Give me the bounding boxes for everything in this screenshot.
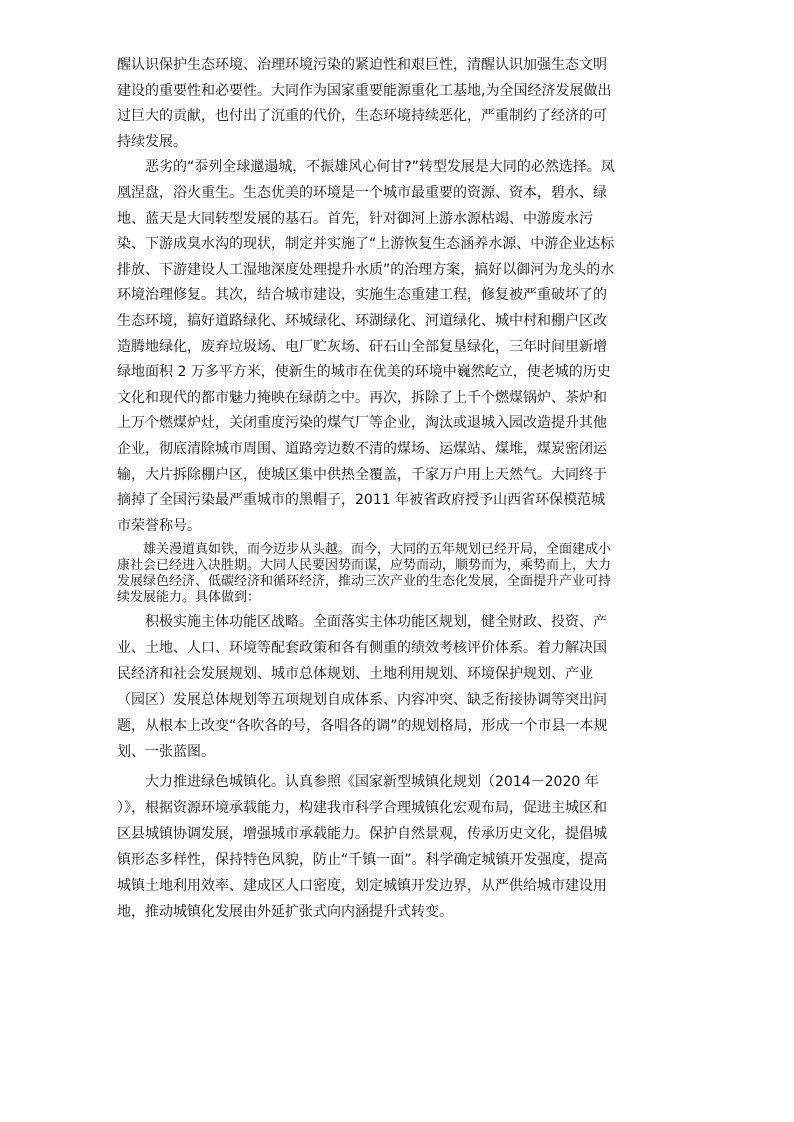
paragraph-ecology-awareness: 醒认识保护生态环境、治理环境污染的紧迫性和艰巨性，清醒认识加强生态文明建设的重要性和必要性。大同作为国家重要能源重化工基地,为全国经济发展做出过巨大的贡献，也付出了沉重的代价，生态环境持续恶化，严重制约了经济的可持续发展。 — [117, 57, 612, 150]
paragraph-green-urbanization: 大力推进绿色城镇化。认真参照《国家新型城镇化规划（2014－2020 年 ）》，根据资源环境承载能力，构建我市科学合理城镇化宏观布局，促进主城区和区县城镇协调发展，增强城市承载能力。保护自然景观，传承历史文化，提倡城镇形态多样性，保持特色风貌，防止“千镇一面”。科学确定城镇开发强度，提高城镇土地利用效率、建成区人口密度，划定城镇开发边界，从严供给城市建设用地，推动城镇化发展由外延扩张式向内涵提升式转变。 — [117, 774, 608, 921]
paragraph-main-function-zones: 积极实施主体功能区战略。全面落实主体功能区规划，健全财政、投资、产业、土地、人口、环境等配套政策和各有侧重的绩效考核评价体系。着力解决国民经济和社会发展规划、城市总体规划、土地利用规划、环境保护规划、产业（园区）发展总体规划等五项规划自成体系、内容冲突、缺乏衔接协调等突出问题，从根本上改变“各吹各的号，各唱各的调”的规划格局，形成一个市县一本规划、一张蓝图。 — [117, 614, 608, 761]
paragraph-transformation: 恶劣的“忝列全球邋遢城，不振雄风心何甘?”转型发展是大同的必然选择。凤凰涅盘，浴火重生。生态优美的环境是一个城市最重要的资源、资本，碧水、绿地、蓝天是大同转型发展的基石。首先，针对御河上游水源枯竭、中游废水污染、下游成臭水沟的现状，制定并实施了“上游恢复生态涵养水源、中游企业达标排放、下游建设人工湿地深度处理提升水质”的治理方案，搞好以御河为龙头的水环境治理修复。其次，结合城市建设，实施生态重建工程，修复被严重破坏了的生态环境，搞好道路绿化、环城绿化、环湖绿化、河道绿化、城中村和棚户区改造腾地绿化，废弃垃圾场、电厂贮灰场、矸石山全部复垦绿化，三年时间里新增绿地面积 2 万多平方米，使新生的城市在优美的环境中巍然屹立，使老城的历史文化和现代的都市魅力掩映在绿荫之中。再次，拆除了上千个燃煤锅炉、茶炉和上万个燃煤炉灶，关闭重度污染的煤气厂等企业，淘汰或退城入园改造提升其他企业，彻底清除城市周围、道路旁边数不清的煤场、运煤站、煤堆，煤炭密闭运输，大片拆除棚户区，使城区集中供热全覆盖，千家万户用上天然气。大同终于摘掉了全国污染最严重城市的黑帽子，2011 年被省政府授予山西省环保模范城市荣誉称号。 — [117, 159, 615, 534]
document-body — [117, 53, 617, 925]
paragraph-five-year-plan: 雄关漫道真如铁，而今迈步从头越。而今，大同的五年规划已经开局，全面建成小康社会已经进入决胜期。大同人民要因势而谋，应势而动，顺势而为，乘势而上，大力发展绿色经济、低碳经济和循环经济，推动三次产业的生态化发展，全面提升产业可持续发展能力。具体做到： — [117, 542, 612, 606]
